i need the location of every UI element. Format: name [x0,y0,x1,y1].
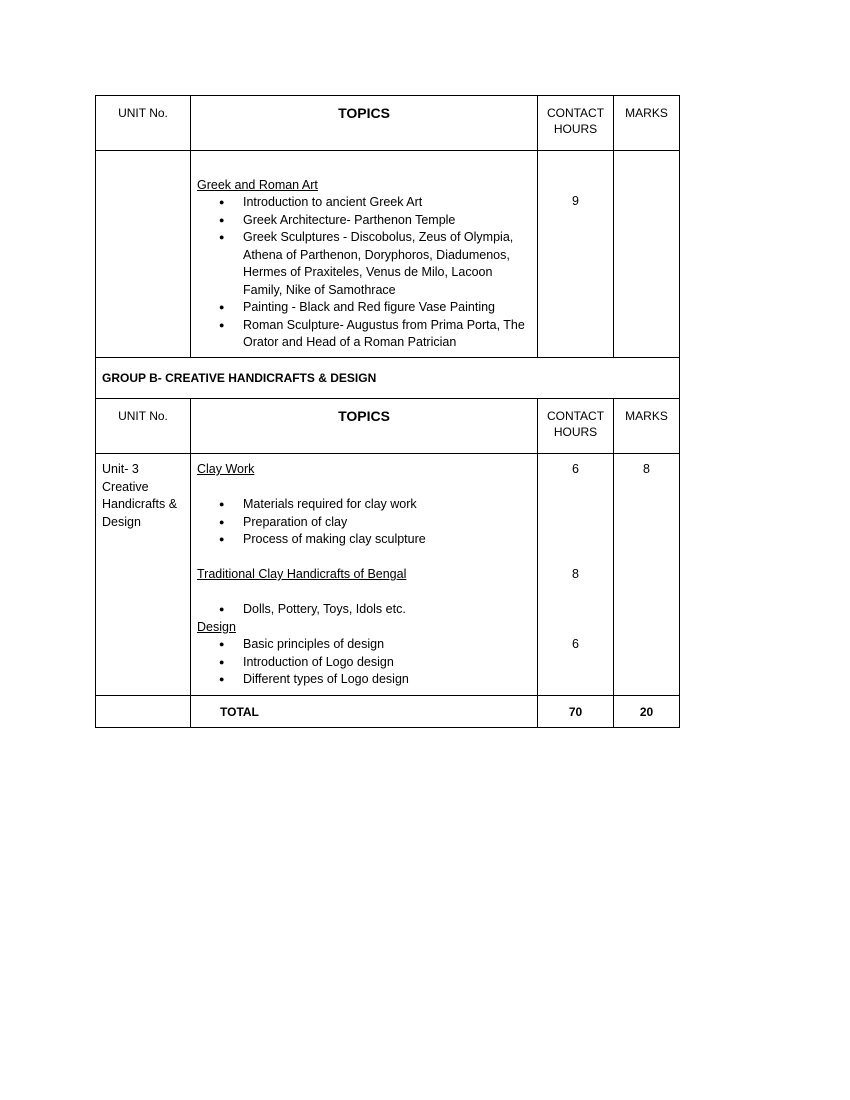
list-item: ● Greek Sculptures - Discobolus, Zeus of Olympia, Athena of Parthenon, Doryphoros, Diadumenos, Hermes of Praxiteles, Venus de Milo, Lacoon Family, Nike of Samothrace [197,229,531,299]
header-contact-hours [538,399,614,454]
list-item: ● Painting - Black and Red figure Vase Painting [197,299,531,317]
traditional-title: Traditional Clay Handicrafts of Bengal [197,567,407,581]
list-item: ● Dolls, Pottery, Toys, Idols etc. [197,601,531,619]
unit3-marks: 8 [614,454,680,696]
header-unit-no: UNIT No. [96,399,191,454]
list-item: ● Introduction of Logo design [197,654,531,672]
greek-roman-hours: 9 [538,151,614,358]
list-item: ● Preparation of clay [197,514,531,532]
total-hours: 70 [538,696,614,728]
design-hours: 6 [572,637,579,651]
group-b-row [96,358,680,399]
traditional-hours: 8 [572,567,579,581]
header-hours-label: HOURS [553,122,598,136]
header-topics: TOPICS [191,399,538,454]
header-topics: TOPICS [191,96,538,151]
header-row [96,96,680,151]
design-title: Design [197,619,236,634]
total-label: TOTAL [191,696,538,728]
header-contact-label: CONTACT [546,106,605,120]
header-unit-no: UNIT No. [96,96,191,151]
list-item: ● Process of making clay sculpture [197,531,531,549]
unit3-hours [538,454,614,696]
list-item: ● Greek Architecture- Parthenon Temple [197,212,531,230]
clay-work-hours: 6 [572,462,579,476]
header-row-2 [96,399,680,454]
design-list [197,636,531,689]
syllabus-table [95,95,680,728]
list-item: ● Introduction to ancient Greek Art [197,194,531,212]
greek-roman-topics [191,151,538,358]
header-contact-label: CONTACT [546,409,605,423]
greek-roman-title: Greek and Roman Art [197,178,318,192]
list-item: ● Basic principles of design [197,636,531,654]
traditional-list [197,601,531,619]
greek-roman-row [96,151,680,358]
total-marks: 20 [614,696,680,728]
unit3-label: Unit- 3 Creative Handicrafts & Design [96,454,191,696]
header-marks: MARKS [614,399,680,454]
header-hours-label: HOURS [553,425,598,439]
unit3-row [96,454,680,696]
unit-cell-empty [96,151,191,358]
unit3-topics [191,454,538,696]
header-contact-hours [538,96,614,151]
total-unit-empty [96,696,191,728]
clay-work-title: Clay Work [197,462,255,476]
list-item: ● Roman Sculpture- Augustus from Prima Porta, The Orator and Head of a Roman Patrician [197,317,531,352]
header-marks: MARKS [614,96,680,151]
total-row [96,696,680,728]
group-b-title: GROUP B- CREATIVE HANDICRAFTS & DESIGN [96,358,680,399]
greek-roman-marks [614,151,680,358]
list-item: ● Materials required for clay work [197,496,531,514]
greek-roman-list [197,194,531,352]
list-item: ● Different types of Logo design [197,671,531,689]
clay-work-list [197,496,531,549]
